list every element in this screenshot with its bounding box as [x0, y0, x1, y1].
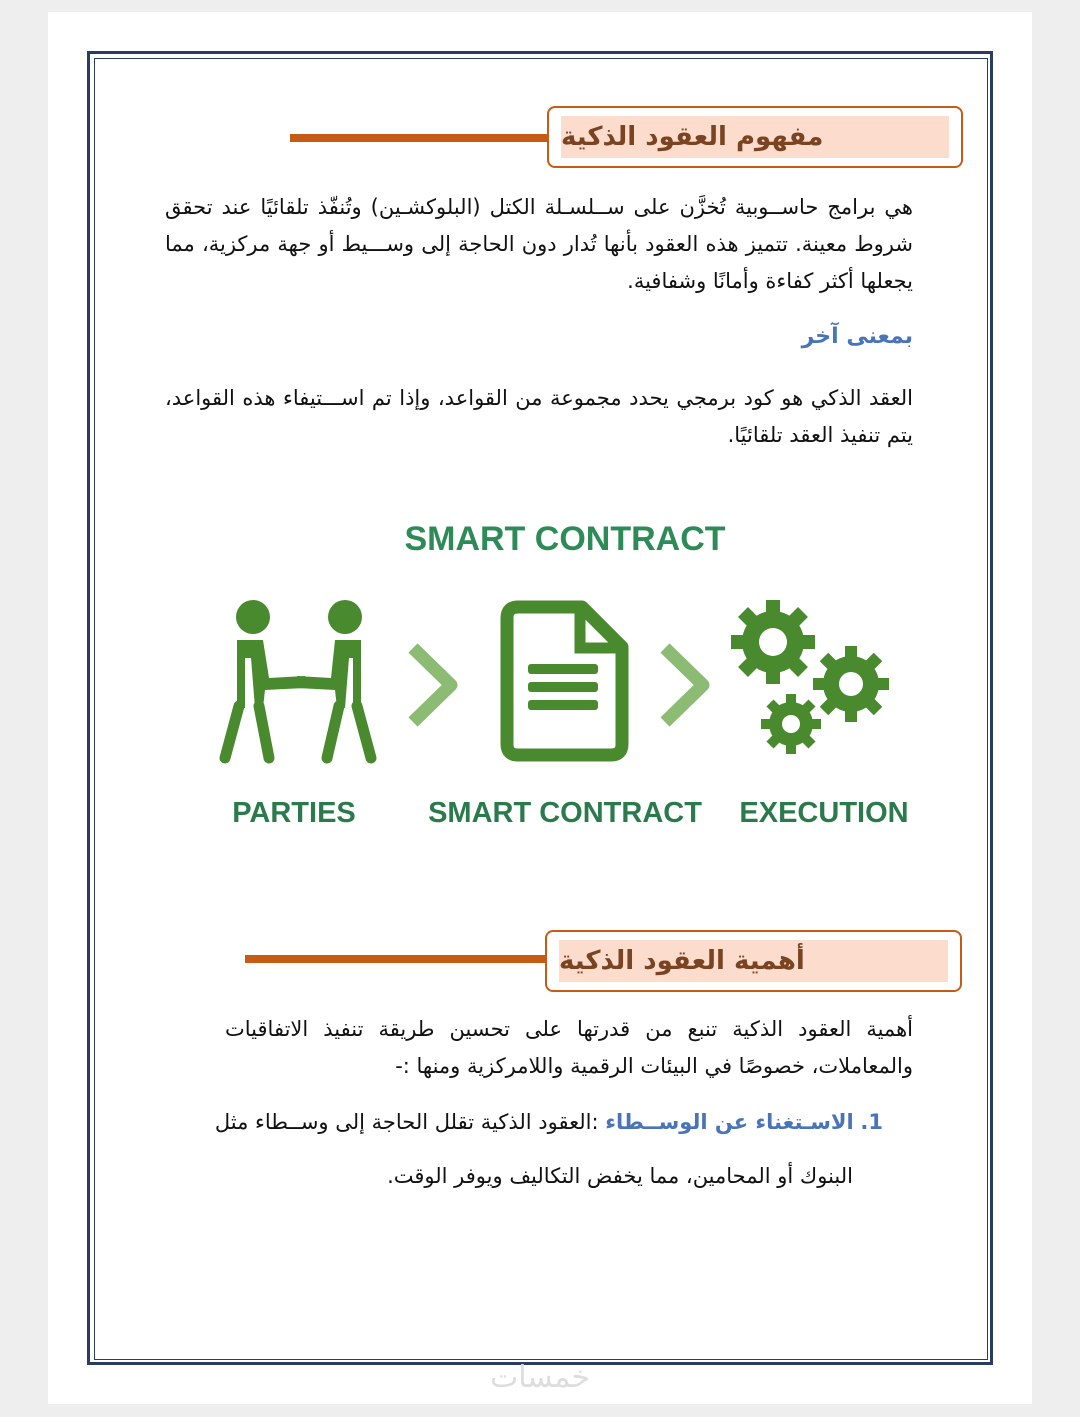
list-number: 1. — [860, 1110, 883, 1134]
document-icon — [500, 600, 630, 762]
explanation-paragraph: العقد الذكي هو كود برمجي يحدد مجموعة من القواعد، وإذا تم اســـتيفاء هذه القواعد، يتم تنفيذ العقد تلقائيًا. — [165, 386, 913, 447]
list-item — [165, 1110, 883, 1134]
gears-icon — [725, 596, 897, 764]
label-parties: PARTIES — [232, 797, 356, 829]
subheading: بمعنى آخر — [801, 324, 913, 349]
list-item-continuation: البنوك أو المحامين، مما يخفض التكاليف ويوفر الوقت. — [387, 1164, 853, 1188]
handshake-icon — [215, 598, 385, 768]
list-item-text: :العقود الذكية تقلل الحاجة إلى وســطاء مثل — [214, 1110, 599, 1134]
list-item-title: الاسـتغناء عن الوســطاء — [605, 1110, 854, 1134]
section-heading-box — [547, 106, 963, 168]
section-heading-box — [545, 930, 962, 992]
heading-rule — [245, 955, 552, 963]
diagram-title: SMART CONTRACT — [404, 520, 726, 558]
section-heading: مفهوم العقود الذكية — [561, 116, 949, 158]
label-execution: EXECUTION — [739, 797, 909, 829]
chevron-right-icon — [655, 640, 715, 730]
importance-paragraph: أهمية العقود الذكية تنبع من قدرتها على تحسين طريقة تنفيذ الاتفاقيات والمعاملات، خصوصًا في البيئات الرقمية واللامركزية ومنها :- — [225, 1017, 913, 1078]
label-smart-contract: SMART CONTRACT — [428, 797, 702, 829]
definition-paragraph: هي برامج حاســوبية تُخزَّن على ســلسـلة الكتل (البلوكشـين) وتُنفّذ تلقائيًا عند تحقق شروط معينة. تتميز هذه العقود بأنها تُدار دون الحاجة إلى وســـيط أو جهة مركزية، مما يجعلها أكثر كفاءة وأمانًا وشفافية. — [165, 195, 913, 293]
section-heading: أهمية العقود الذكية — [559, 940, 948, 982]
watermark: خمسات — [489, 1360, 591, 1395]
chevron-right-icon — [403, 640, 463, 730]
heading-rule — [290, 134, 552, 142]
